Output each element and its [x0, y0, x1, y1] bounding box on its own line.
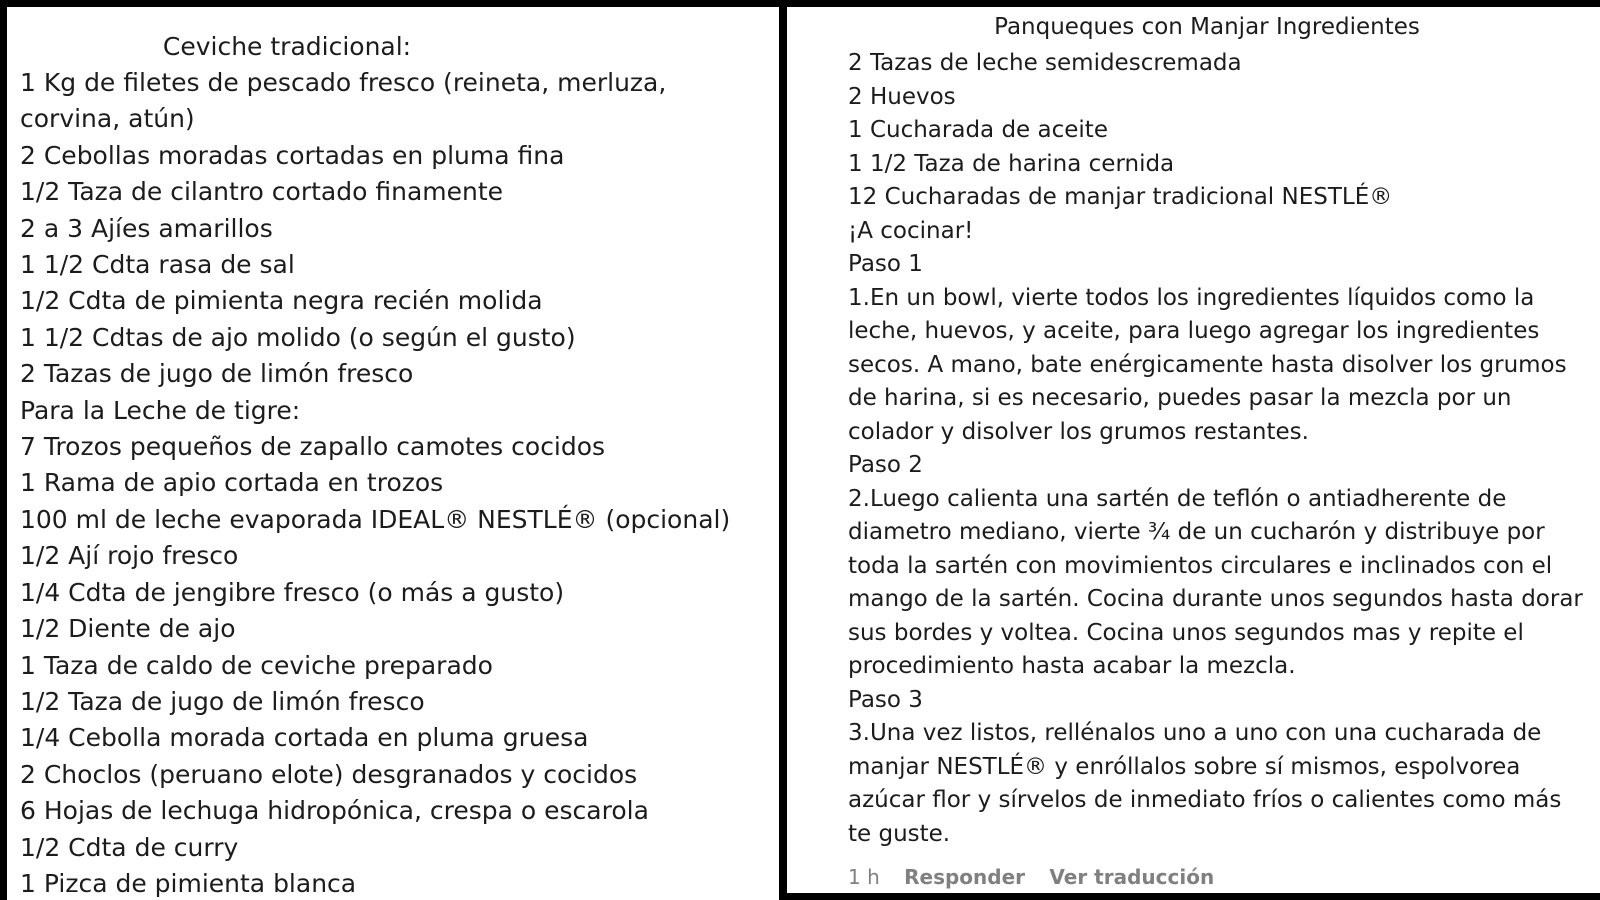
- ingredient-line: 7 Trozos pequeños de zapallo camotes cocidos: [20, 432, 606, 462]
- step-3-text: 3.Una vez listos, rellénalos uno a uno con una cucharada de manjar NESTLÉ® y enróllalos sobre sí mismos, espolvorea azúcar flor y sírvelos de inmediato fríos o calientes como más te guste.: [848, 720, 1562, 847]
- ingredient-line: 1 Cucharada de aceite: [848, 117, 1108, 143]
- comment-time: 1 h: [848, 865, 880, 889]
- ingredient-line: 1 Pizca de pimienta blanca: [20, 868, 357, 898]
- see-translation-link[interactable]: Ver traducción: [1049, 865, 1215, 889]
- ingredient-line: 1 1/2 Cdta rasa de sal: [20, 250, 295, 280]
- ingredient-line: 2 Cebollas moradas cortadas en pluma fina: [20, 140, 565, 170]
- ceviche-title: Ceviche tradicional:: [162, 32, 412, 61]
- ingredient-line: 1/2 Taza de jugo de limón fresco: [20, 686, 425, 716]
- ingredient-line: 1/4 Cdta de jengibre fresco (o más a gusto): [20, 577, 565, 607]
- step-2-text: 2.Luego calienta una sartén de teflón o antiadherente de diametro mediano, vierte ¾ de un cucharón y distribuye por toda la sartén con movimientos circulares e inclinados con el mango de la sartén. Cocina durante unos segundos hasta dorar sus bordes y voltea. Cocina unos segundos mas y repite el procedimiento hasta acabar la mezcla.: [848, 485, 1583, 679]
- ceviche-ingredient-list: [20, 65, 770, 900]
- ingredient-line: 1/2 Taza de cilantro cortado finamente: [20, 177, 504, 207]
- step-1-text: 1.En un bowl, vierte todos los ingredientes líquidos como la leche, huevos, y aceite, para luego agregar los ingredientes secos. A mano, bate enérgicamente hasta disolver los grumos de harina, si es necesario, puedes pasar la mezcla por un colador y disolver los grumos restantes.: [848, 284, 1567, 445]
- ingredient-line: 2 a 3 Ajíes amarillos: [20, 213, 273, 243]
- ingredient-line: 100 ml de leche evaporada IDEAL® NESTLÉ® (opcional): [20, 504, 731, 534]
- step-1-heading: Paso 1: [848, 251, 923, 277]
- ingredient-line: 2 Huevos: [848, 83, 956, 110]
- panqueques-body: [848, 47, 1583, 851]
- right-recipe-panel: [787, 7, 1600, 893]
- section-heading-leche-de-tigre: Para la Leche de tigre:: [20, 395, 301, 425]
- step-2-heading: Paso 2: [848, 452, 923, 478]
- ingredient-line: 1/2 Cdta de pimienta negra recién molida: [20, 286, 543, 316]
- reply-link[interactable]: Responder: [904, 865, 1026, 889]
- ingredient-line: 1 1/2 Taza de harina cernida: [848, 150, 1175, 177]
- ingredient-line: 12 Cucharadas de manjar tradicional NESTLÉ®: [848, 184, 1393, 210]
- ingredient-line: 6 Hojas de lechuga hidropónica, crespa o escarola: [20, 796, 649, 826]
- cook-heading: ¡A cocinar!: [848, 217, 974, 244]
- panqueques-title: Panqueques con Manjar Ingredientes: [994, 14, 1420, 40]
- left-recipe-panel: [7, 7, 779, 900]
- ingredient-line: 1 1/2 Cdtas de ajo molido (o según el gusto): [20, 322, 576, 352]
- comment-footer: [848, 864, 1232, 890]
- ingredient-line: 1/2 Cdta de curry: [20, 832, 239, 862]
- ingredient-line: 1 Taza de caldo de ceviche preparado: [20, 650, 493, 680]
- step-3-heading: Paso 3: [848, 686, 923, 713]
- ingredient-line: 2 Choclos (peruano elote) desgranados y cocidos: [20, 759, 638, 789]
- ingredient-line: 2 Tazas de leche semidescremada: [848, 50, 1242, 76]
- ingredient-line: 1 Rama de apio cortada en trozos: [20, 468, 444, 498]
- ingredient-line: 1/2 Diente de ajo: [20, 614, 236, 644]
- ingredient-line: 1/2 Ají rojo fresco: [20, 541, 239, 571]
- ingredient-line: 2 Tazas de jugo de limón fresco: [20, 359, 414, 389]
- ingredient-line: 1 Kg de filetes de pescado fresco (reineta, merluza, corvina, atún): [20, 68, 667, 134]
- ingredient-line: 1/4 Cebolla morada cortada en pluma gruesa: [20, 723, 589, 753]
